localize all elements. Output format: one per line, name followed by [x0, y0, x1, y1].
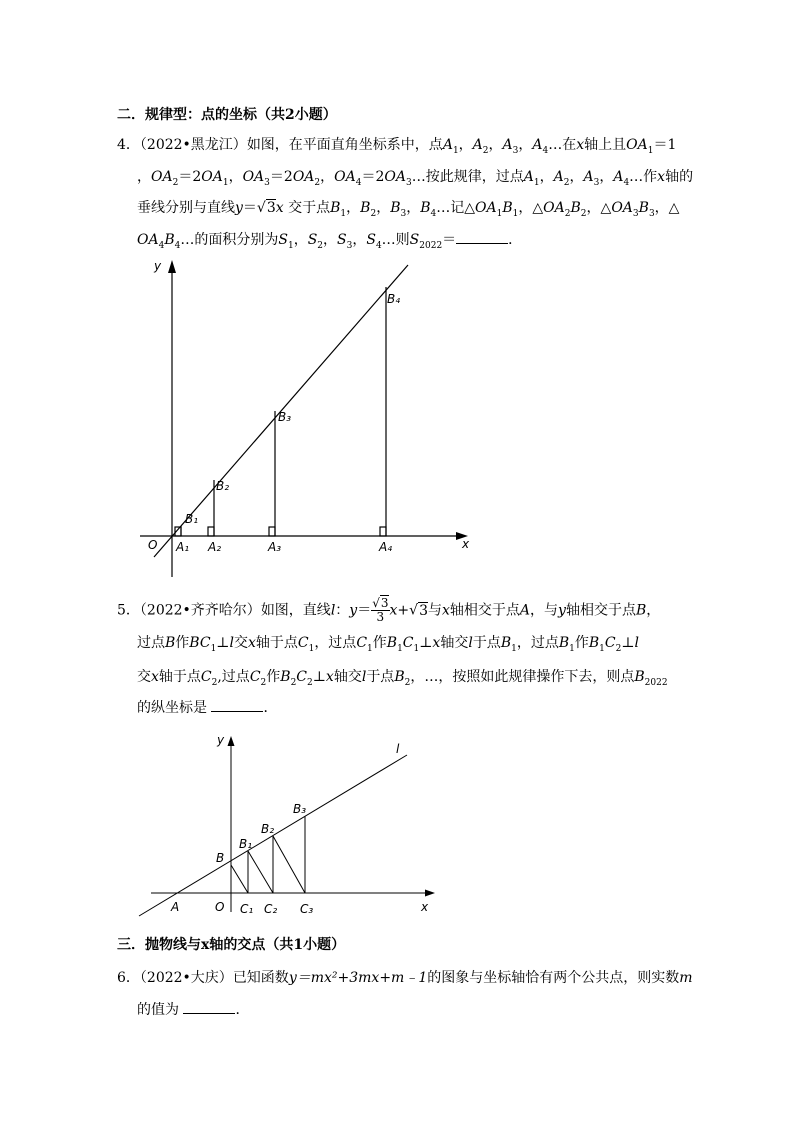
- label-B1: B₁: [185, 512, 199, 526]
- figure-1: [130, 255, 480, 585]
- q5-answer-blank: [211, 699, 263, 712]
- label-B1: B₁: [239, 837, 253, 851]
- right-angle-A3: [269, 527, 275, 536]
- y-axis-arrow: [228, 736, 235, 746]
- y-axis-label: y: [154, 259, 162, 273]
- label-B: B: [216, 851, 225, 865]
- y-axis-label: y: [217, 733, 225, 747]
- right-angle-A4: [380, 527, 386, 536]
- y-axis-arrow: [168, 260, 176, 273]
- label-A4: A₄: [379, 540, 393, 554]
- segment-BC1: [231, 865, 248, 893]
- label-A: A: [171, 900, 180, 914]
- q6-answer-blank: [183, 1001, 235, 1014]
- label-B2: B₂: [216, 479, 230, 493]
- line-l-label: l: [396, 742, 400, 756]
- label-B3: B₃: [293, 802, 307, 816]
- q5-line-3: 交x轴于点$C_2$,过点$C_2$作$B_2C_2\perp x$轴交l于点$B_2$，…，按照如此规律操作下去，则点$B_{2022}$: [137, 669, 668, 688]
- label-B2: B₂: [261, 822, 275, 836]
- label-A1: A₁: [176, 540, 190, 554]
- q4-answer-blank: [456, 231, 508, 244]
- fraction-sqrt3-over-3: $\frac{√3}{3}$: [372, 596, 389, 624]
- q4-line-3: 垂线分别与直线y＝√3x 交于点$B_1$，$B_2$，$B_3$，$B_4\dots$记$\triangle OA_1B_1$，$\triangle OA_2B_2$，$\triangle OA_3B_3$，△: [137, 200, 680, 219]
- q4-line-4: $OA_4B_4\dots$的面积分别为$S_1$，$S_2$，$S_3$，$S_4\dots$则$S_{2022}=$ ．: [137, 232, 523, 251]
- origin-label: O: [148, 538, 158, 552]
- q5-line-4: 的纵坐标是 ．: [137, 700, 278, 716]
- q5-line-2: 过点B作$BC_1\perp l$交x轴于点$C_1$，过点$C_1$作$B_1C_1\perp x$轴交l于点$B_1$，过点$B_1$作$B_1C_2\perp l$: [137, 635, 640, 654]
- label-A3: A₃: [268, 540, 282, 554]
- x-axis-label: x: [421, 900, 429, 914]
- label-C3: C₃: [300, 902, 314, 916]
- segment-B1C2: [248, 851, 273, 893]
- right-angle-A2: [208, 527, 214, 536]
- label-C2: C₂: [264, 902, 278, 916]
- q4-line-1: 4．（2022•黑龙江）如图，在平面直角坐标系中，点$A_1$，$A_2$，$A_3$，$A_4\dots$在x轴上且$OA_1=1$: [117, 137, 677, 156]
- q6-line-2: 的值为 ．: [137, 1002, 250, 1018]
- x-axis-label: x: [462, 537, 470, 551]
- label-A2: A₂: [208, 540, 222, 554]
- figure-2: [135, 730, 445, 920]
- section-heading-2: 二．规律型：点的坐标（共2小题）: [117, 107, 337, 123]
- q6-line-1: 6．（2022•大庆）已知函数y＝mx²+3mx+m﹣1的图象与坐标轴恰有两个公共点，则实数m: [117, 970, 693, 986]
- label-C1: C₁: [240, 902, 254, 916]
- segment-B2C3: [273, 836, 305, 893]
- q4-line-2: ，$OA_2=2OA_1$，$OA_3=2OA_2$，$OA_4=2OA_3\dots$按此规律，过点$A_1$，$A_2$，$A_3$，$A_4\dots$作x轴的: [137, 169, 694, 188]
- section-heading-3: 三．抛物线与x轴的交点（共1小题）: [117, 937, 346, 953]
- label-O: O: [215, 900, 225, 914]
- q5-line-1: 5．（2022•齐齐哈尔）如图，直线l：y＝ $\frac{√3}{3}$ x+√3与x轴相交于点A，与y轴相交于点B，: [117, 596, 661, 624]
- x-axis-arrow: [425, 890, 435, 897]
- label-B4: B₄: [387, 292, 401, 306]
- label-B3: B₃: [278, 410, 292, 424]
